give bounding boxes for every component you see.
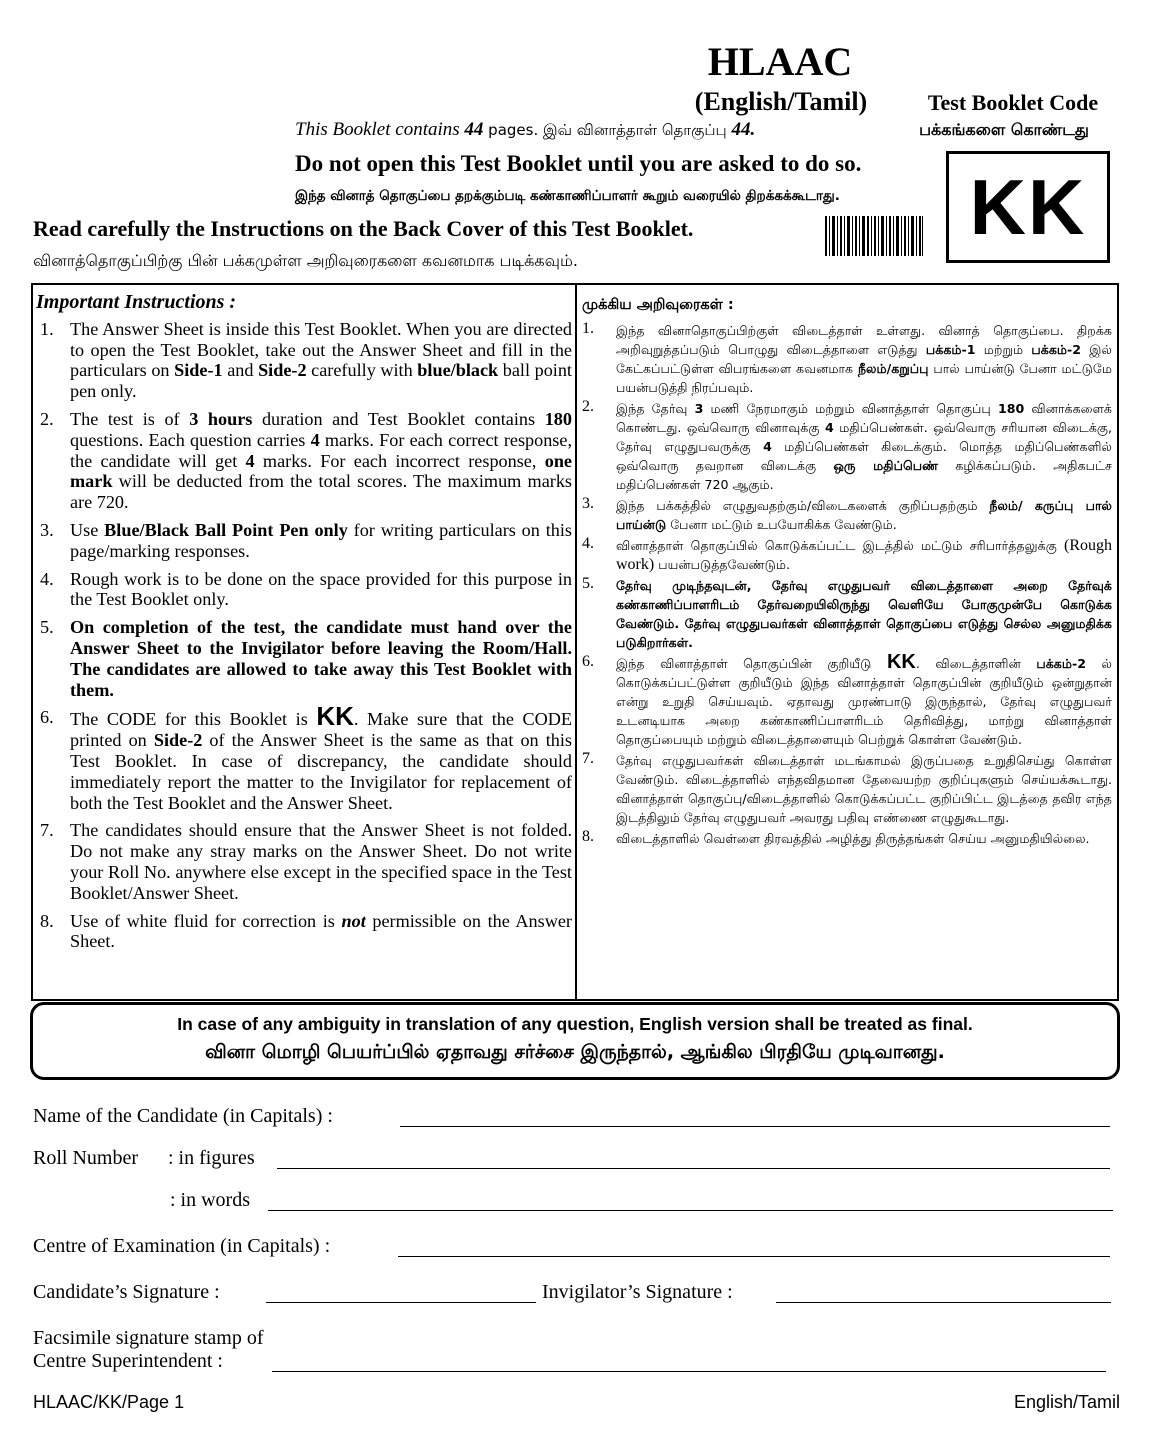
instruction-item-tamil-7 [582,751,1112,827]
facsimile-label-line1: Facsimile signature stamp of [33,1327,264,1349]
instruction-number: 5. [40,617,54,638]
instructions-heading: Important Instructions : [36,291,237,313]
facsimile-label-line2: Centre Superintendent : [33,1350,223,1372]
ambiguity-notice-tamil: வினா மொழி பெயர்ப்பில் ஏதாவது சர்ச்சை இருந்தால், ஆங்கில பிரதியே முடிவானது. [205,1041,945,1063]
instruction-number: 8. [582,828,594,845]
superintendent-stamp-field[interactable] [272,1371,1106,1372]
instruction-text: வினாத்தாள் தொகுப்பில் கொடுக்கப்பட்ட இடத்தில் மட்டும் சரிபார்த்தலுக்கு (Rough work) பயன்படுத்தவேண்டும். [616,537,1112,573]
roll-words-label: : in words [170,1189,250,1211]
instruction-text: இந்த பக்கத்தில் எழுதுவதற்கும்/விடைகளைக் குறிப்பதற்கும் நீலம்/ கருப்பு பால் பாய்ன்டு பேனா மட்டும் உபயோகிக்க வேண்டும். [616,498,1112,532]
instruction-item-5 [36,617,572,700]
roll-number-figures-field[interactable] [277,1168,1110,1169]
instruction-number: 1. [40,318,54,339]
instruction-number: 4. [582,535,594,552]
instruction-text: The Answer Sheet is inside this Test Booklet. When you are directed to open the Test Booklet, take out the Answer Sheet and fill in the particulars on Side-1 and Side-2 carefully with blue/black ball point pen only. [70,318,572,402]
instruction-number: 4. [40,568,54,589]
exam-centre-label: Centre of Examination (in Capitals) : [33,1235,331,1257]
instruction-text: இந்த வினாதொகுப்பிற்குள் விடைத்தாள் உள்ளது. வினாத் தொகுப்பை. திறக்க அறிவுறுத்தப்படும் பொழுது விடைத்தாளை எடுத்து பக்கம்-1 மற்றும் பக்கம்-2 இல் கேட்கப்பட்டுள்ள விபரங்களை கவனமாக நீலம்/கறுப்பு பால் பாய்ன்டு பேனா மட்டுமே பயன்படுத்தி நிரப்பவும். [616,323,1113,395]
language-label: (English/Tamil) [694,87,868,116]
instruction-text: Use Blue/Black Ball Point Pen only for writing particulars on this page/marking responses. [70,519,572,561]
roll-figures-label: : in figures [168,1147,255,1169]
booklet-code: KK [969,162,1087,251]
instruction-item-tamil-4 [582,536,1112,574]
instruction-number: 1. [582,320,594,337]
instruction-item-7 [36,820,572,903]
instruction-number: 7. [40,820,54,841]
booklet-code-box [946,151,1110,263]
instruction-number: 7. [582,750,594,767]
instruction-text: விடைத்தாளில் வெள்ளை திரவத்தில் அழித்து திருத்தங்கள் செய்ய அனுமதியில்லை. [616,831,1090,846]
instruction-item-2 [36,409,572,513]
instruction-number: 2. [582,398,594,415]
instruction-text: Rough work is to be done on the space provided for this purpose in the Test Booklet only. [70,568,572,610]
instruction-item-4 [36,569,572,611]
barcode-image [825,216,923,256]
instruction-text: இந்த வினாத்தாள் தொகுப்பின் குறியீடு KK. விடைத்தாளின் பக்கம்-2 ல் கொடுக்கப்பட்டுள்ள குறியீடும் இந்த வினாத்தாள் தொகுப்பின் குறியீடும் ஒன்றுதான் என்று உறுதி செய்யவும். ஏதாவது முரண்பாடு இருந்தால், தேர்வு எழுதுபவர் உடனடியாக அறை கண்காணிப்பாளரிடம் தெரிவித்து, மாற்று வினாத்தாள் தொகுப்பையும் மற்றும் விடைத்தாளையும் பெற்றுக் கொள்ள வேண்டும். [616,651,1112,747]
ambiguity-notice: In case of any ambiguity in translation of any question, English version shall be treated as final. [177,1014,973,1034]
read-instructions-notice: Read carefully the Instructions on the Back Cover of this Test Booklet. [33,216,694,241]
instruction-text: The test is of 3 hours duration and Test Booklet contains 180 questions. Each question carries 4 marks. For each correct response, the candidate will get 4 marks. For each incorrect response, one mark will be deducted from the total scores. The maximum marks are 720. [70,408,572,513]
candidate-name-label: Name of the Candidate (in Capitals) : [33,1105,333,1127]
instructions-tamil [582,296,1112,850]
instruction-number: 3. [582,495,594,512]
instruction-item-tamil-5 [582,576,1112,652]
page-count-2: 44. [731,119,756,140]
instruction-number: 8. [40,910,54,931]
instruction-text: தேர்வு எழுதுபவர்கள் விடைத்தாள் மடங்காமல் இருப்பதை உறுதிசெய்து கொள்ள வேண்டும். விடைத்தாளில் எந்தவிதமான தேவையற்ற குறிப்புகளும் செய்யக்கூடாது. வினாத்தாள் தொகுப்பு/விடைத்தாளில் கொடுக்கப்பட்ட குறிப்பிட்ட இடத்தை தவிர எந்த இடத்திலும் தேர்வு எழுதுபவர் அவரது பதிவு எண்ணை எழுதுகூடாது. [616,753,1112,825]
instruction-text: Use of white fluid for correction is not permissible on the Answer Sheet. [70,910,572,952]
instructions-english [36,292,572,959]
instruction-number: 6. [582,653,594,670]
instruction-item-tamil-1 [582,321,1112,397]
instruction-item-tamil-6 [582,651,1112,749]
instruction-text: The candidates should ensure that the Answer Sheet is not folded. Do not make any stray marks on the Answer Sheet. Do not write your Roll No. anywhere else except in the specified space in the Test Booklet/Answer Sheet. [70,820,572,903]
exam-centre-field[interactable] [398,1256,1110,1257]
instruction-item-tamil-8 [582,829,1112,848]
instructions-list [36,319,572,952]
candidate-signature-field[interactable] [266,1302,536,1303]
instruction-item-8 [36,911,572,953]
candidate-name-field[interactable] [400,1126,1110,1127]
page-count-statement [295,119,755,141]
instruction-number: 6. [40,707,54,728]
invigilator-signature-label: Invigilator’s Signature : [542,1281,733,1303]
roll-number-label: Roll Number [33,1147,138,1169]
do-not-open-notice-tamil: இந்த வினாத் தொகுப்பை தறக்கும்படி கண்காணிப்பாளர் கூறும் வரையில் திறக்கக்கூடாது. [295,188,840,204]
instruction-text: தேர்வு முடிந்தவுடன், தேர்வு எழுதுபவர் விடைத்தாளை அறை தேர்வுக் கண்காணிப்பாளரிடம் தேர்வறையிலிருந்து வெளியே போகுமுன்பே கொடுக்க வேண்டும். தேர்வு எழுதுபவர்கள் வினாத்தாள் தொகுப்பை எடுத்து செல்ல அனுமதிக்க படுகிறார்கள். [616,578,1112,650]
instruction-number: 2. [40,408,54,429]
instruction-item-1 [36,319,572,402]
roll-number-words-field[interactable] [268,1210,1113,1211]
invigilator-signature-field[interactable] [776,1302,1111,1303]
page-count-tamil: பக்கங்களை கொண்டது [919,120,1089,139]
instruction-number: 5. [582,575,594,592]
instruction-item-3 [36,520,572,562]
instruction-text: The CODE for this Booklet is KK. Make sure that the CODE printed on Side-2 of the Answer Sheet is the same as that on this Test Booklet. In case of discrepancy, the candidate should immediately report the matter to the Invigilator for replacement of both the Test Booklet and the Answer Sheet. [70,701,572,813]
instructions-heading-tamil: முக்கிய அறிவுரைகள் : [582,297,734,313]
candidate-signature-label: Candidate’s Signature : [33,1281,220,1303]
page-count-prefix: This Booklet contains [295,119,465,140]
read-instructions-notice-tamil: வினாத்தொகுப்பிற்கு பின் பக்கமுள்ள அறிவுரைகளை கவனமாக படிக்கவும். [33,251,578,270]
instruction-text: இந்த தேர்வு 3 மணி நேரமாகும் மற்றும் வினாத்தாள் தொகுப்பு 180 வினாக்களைக் கொண்டது. ஒவ்வொரு வினாவுக்கு 4 மதிப்பெண்கள். ஒவ்வொரு சரியான விடைக்கு, தேர்வு எழுதுபவருக்கு 4 மதிப்பெண்கள் கிடைக்கும். மொத்த மதிப்பெண்களில் ஒவ்வொரு தவறான விடைக்கு ஒரு மதிப்பெண் கழிக்கப்படும். அதிகபட்ச மதிப்பெண்கள் 720 ஆகும். [616,401,1112,492]
instruction-item-6 [36,701,572,813]
instruction-item-tamil-2 [582,399,1112,494]
do-not-open-notice: Do not open this Test Booklet until you are asked to do so. [295,151,862,176]
instruction-number: 3. [40,519,54,540]
instruction-item-tamil-3 [582,496,1112,534]
instructions-list-tamil [582,321,1112,848]
test-booklet-code-label: Test Booklet Code [927,90,1099,115]
page-footer-id: HLAAC/KK/Page 1 [33,1392,185,1412]
column-divider [575,283,577,1001]
instruction-text: On completion of the test, the candidate must hand over the Answer Sheet to the Invigilator before leaving the Room/Hall. The candidates are allowed to take away this Test Booklet with them. [70,617,572,700]
paper-code-title: HLAAC [707,39,853,84]
page-count-suffix: pages. இவ் வினாத்தாள் தொகுப்பு [483,121,732,139]
page-footer-language: English/Tamil [1013,1392,1120,1412]
page-count: 44 [464,119,484,140]
